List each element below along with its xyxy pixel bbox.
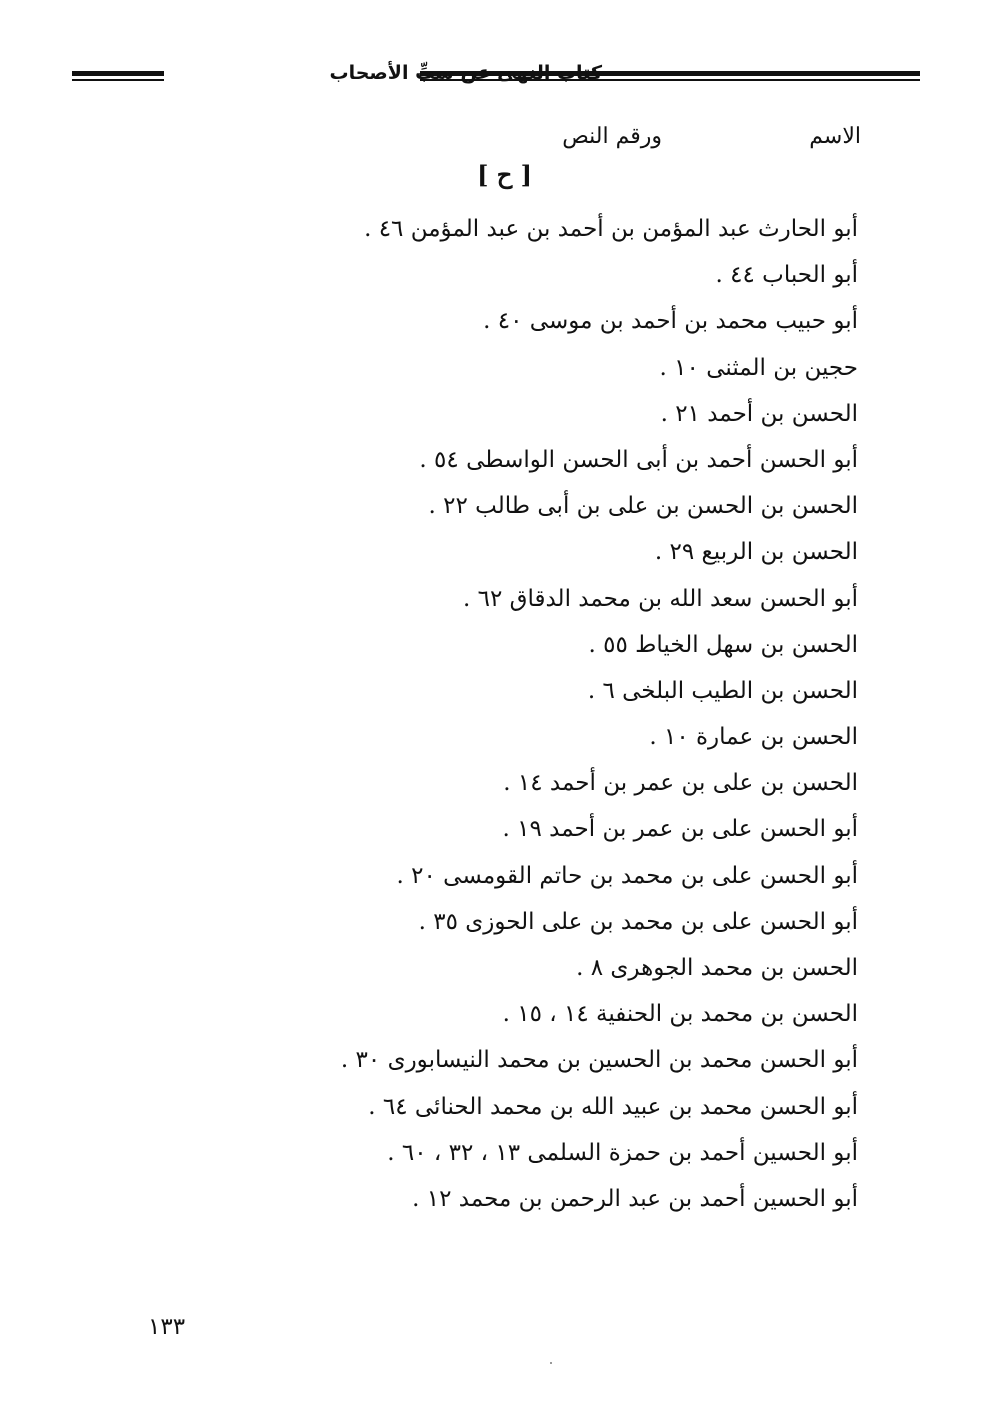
index-entry: الحسن بن أحمد ٢١ . bbox=[660, 400, 858, 427]
index-entry: أبو الحسن سعد الله بن محمد الدقاق ٦٢ . bbox=[462, 585, 858, 612]
index-entry: الحسن بن محمد بن الحنفية ١٤ ، ١٥ . bbox=[502, 1001, 858, 1028]
section-letter: [ ح ] bbox=[477, 160, 532, 189]
index-entry: أبو الحسن محمد بن عبيد الله بن محمد الحنائى ٦٤ . bbox=[368, 1093, 858, 1120]
index-entry: أبو الحسن على بن محمد بن حاتم القومسى ٢٠ . bbox=[396, 862, 858, 889]
column-heading-name: الاسم bbox=[809, 124, 861, 149]
index-entry: الحسن بن على بن عمر بن أحمد ١٤ . bbox=[503, 770, 858, 797]
index-entry: أبو الحسن على بن عمر بن أحمد ١٩ . bbox=[502, 816, 858, 843]
index-entry: الحسن بن سهل الخياط ٥٥ . bbox=[588, 631, 858, 658]
index-entry: حجين بن المثنى ١٠ . bbox=[659, 354, 858, 381]
index-entry: الحسن بن محمد الجوهرى ٨ . bbox=[576, 955, 858, 981]
index-entry: الحسن بن الحسن بن على بن أبى طالب ٢٢ . bbox=[428, 493, 858, 520]
scan-dot bbox=[550, 1362, 552, 1364]
header-rule-left bbox=[72, 70, 164, 82]
index-entry: أبو الحسن على بن محمد بن على الحوزى ٣٥ . bbox=[418, 908, 858, 935]
index-entry: أبو الحارث عبد المؤمن بن أحمد بن عبد المؤمن ٤٦ . bbox=[364, 216, 858, 242]
running-header bbox=[72, 60, 920, 92]
index-entry: الحسن بن الطيب البلخى ٦ . bbox=[587, 677, 858, 704]
index-entries bbox=[98, 206, 858, 1222]
index-entry: أبو حبيب محمد بن أحمد بن موسى ٤٠ . bbox=[483, 308, 858, 335]
index-entry: الحسن بن الربيع ٢٩ . bbox=[654, 539, 858, 566]
page-number: ١٣٣ bbox=[148, 1314, 186, 1340]
index-entry: أبو الحسين أحمد بن عبد الرحمن بن محمد ١٢ . bbox=[412, 1185, 858, 1212]
index-entry: أبو الحباب ٤٤ . bbox=[715, 262, 858, 289]
index-entry: أبو الحسن أحمد بن أبى الحسن الواسطى ٥٤ . bbox=[419, 446, 858, 473]
index-entry: أبو الحسن محمد بن الحسين بن محمد النيسابورى ٣٠ . bbox=[340, 1047, 858, 1074]
index-entry: أبو الحسين أحمد بن حمزة السلمى ١٣ ، ٣٢ ، ٦٠ . bbox=[387, 1139, 858, 1166]
index-entry: الحسن بن عمارة ١٠ . bbox=[649, 724, 858, 751]
running-title: كتاب النهى عن سبِّ الأصحاب bbox=[329, 62, 602, 84]
column-heading-number: ورقم النص bbox=[562, 124, 662, 149]
